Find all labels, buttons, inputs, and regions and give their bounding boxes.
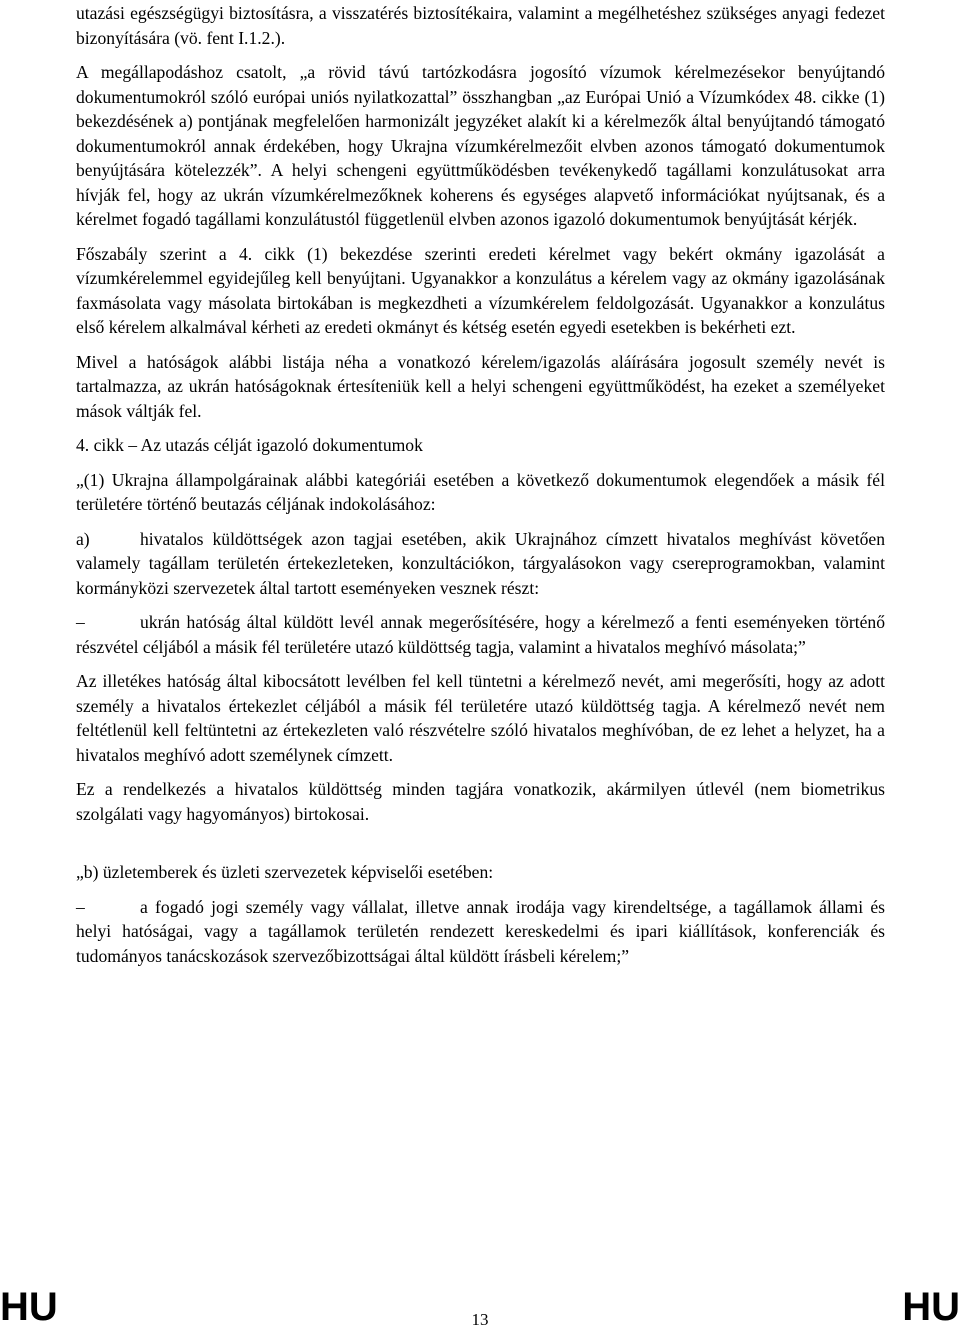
dash-marker-2: –: [76, 896, 85, 917]
paragraph-4: Mivel a hatóságok alábbi listája néha a vonatkozó kérelem/igazolás aláírására jogosult személy nevét is tartalmazza, az ukrán hatóságoknak értesíteniük kell a helyi schengeni együttműködést, ha ezeket a személyeket mások váltják fel.: [76, 351, 885, 421]
page-number: 13: [471, 1310, 489, 1329]
paragraph-1: utazási egészségügyi biztosításra, a visszatérés biztosítékaira, valamint a megélhetéshez szükséges anyagi fedezet bizonyítására (vö. fent I.1.2.).: [76, 3, 885, 48]
article-heading: 4. cikk – Az utazás célját igazoló dokumentumok: [76, 435, 423, 455]
footer-language-left: HU: [0, 1285, 58, 1329]
paragraph-2: A megállapodáshoz csatolt, „a rövid távú tartózkodásra jogosító vízumok kérelmezésekor benyújtandó dokumentumokról szóló európai uniós nyilatkozattal” összhangban „az Európai Unió a Vízumkódex 48. cikke (1) bekezdésének a) pontjának megfelelően harmonizált jegyzéket alakít ki a kérelmezők által benyújtandó támogató dokumentumokról annak érdekében, hogy Ukrajna vízumkérelmezőit elvben azonos támogató dokumentumok benyújtására kötelezzék”. A helyi schengeni együttműködésben tevékenykedő tagállami konzulátusokat arra hívják fel, hogy az ukrán vízumkérelmezőknek koherens és egységes alapvető információkat nyújtsanak, és a kérelmet fogadó tagállami konzulátustól függetlenül elvben azonos igazoló dokumentumok benyújtását kérjék.: [76, 62, 885, 229]
dash-marker-1: –: [76, 612, 85, 632]
paragraph-7: Ez a rendelkezés a hivatalos küldöttség minden tagjára vonatkozik, akármilyen útlevél (nem biometrikus szolgálati vagy hagyományos) birtokosai.: [76, 779, 885, 824]
list-a-body: [76, 527, 885, 601]
dash-item-2: [76, 895, 885, 969]
dash-item-1: [76, 610, 885, 659]
list-marker-a: a): [76, 528, 90, 549]
dash-text-1: ukrán hatóság által küldött levél annak megerősítésére, hogy a kérelmező a fenti eseményeken történő részvétel céljából a másik fél területére utazó küldöttség tagja, valamint a hivatalos meghívó másolata;”: [76, 612, 885, 657]
document-body: [76, 0, 885, 968]
dash-text-2: a fogadó jogi személy vagy vállalat, illetve annak irodája vagy kirendeltsége, a tagállamok állami és helyi hatóságai, vagy a tagállamok területén rendezett kereskedelmi és ipari kiállítások, konferenciák és tudományos tanácskozások szervezőbizottságai által küldött írásbeli kérelem;”: [76, 896, 885, 966]
list-a-text: hivatalos küldöttségek azon tagjai esetében, akik Ukrajnához címzett hivatalos meghívást követően valamely tagállam területén értekezleteken, konzultációkon, tárgyalásokon vagy csereprogramokban, valamint kormányközi szervezetek által tartott eseményeken vesznek részt:: [76, 528, 885, 598]
paragraph-3: Főszabály szerint a 4. cikk (1) bekezdése szerinti eredeti kérelmet vagy bekért okmány igazolását a vízumkérelemmel egyidejűleg kell benyújtani. Ugyanakkor a konzulátus a kérelem vagy az okmány igazolásának faxmásolata vagy másolata birtokában is megkezdheti a vízumkérelem feldolgozását. Ugyanakkor a konzulátus első kérelem alkalmával kérheti az eredeti okmányt és kétség esetén egyedi esetekben is bekérheti ezt.: [76, 243, 885, 337]
paragraph-6: Az illetékes hatóság által kibocsátott levélben fel kell tüntetni a kérelmező nevét, ami megerősíti, hogy az adott személy a hivatalos értekezlet céljából a másik fél területére utazó küldöttség tagja. A kérelmező nevét nem feltétlenül kell feltüntetni az értekezleten való részvételre szóló hivatalos meghívóban, de ez lehet a helyzet, ha a hivatalos meghívó adott személynek címzett.: [76, 671, 885, 765]
paragraph-5: „(1) Ukrajna állampolgárainak alábbi kategóriái esetében a következő dokumentumok elegendőek a másik fél területére történő beutazás céljának indokolásához:: [76, 469, 885, 514]
paragraph-8: „b) üzletemberek és üzleti szervezetek képviselői esetében:: [76, 862, 494, 882]
footer-language-right: HU: [902, 1285, 960, 1329]
